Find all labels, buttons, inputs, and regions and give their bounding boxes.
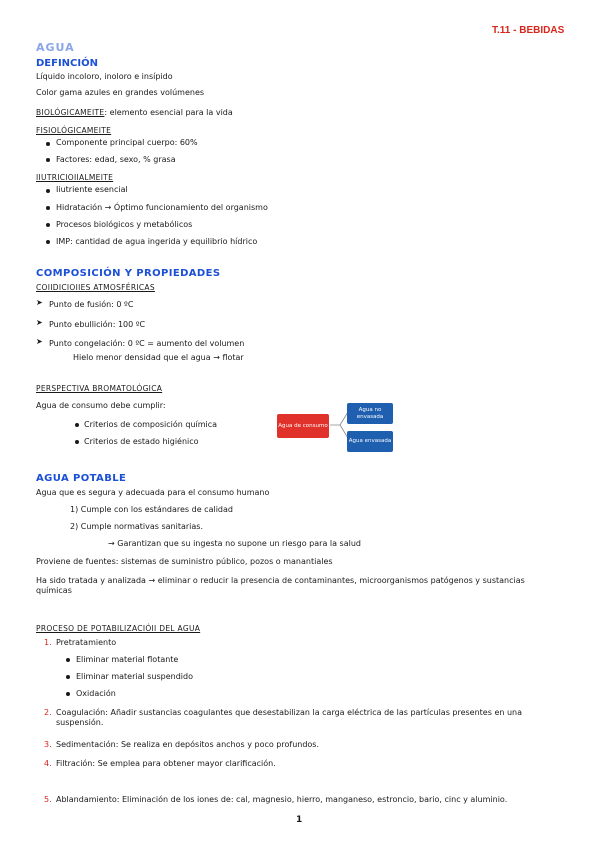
nutritional-label: IIUTRICIOIIALMEITE [36, 173, 114, 182]
potable-rule-1: 1) Cumple con los estándares de calidad [70, 505, 233, 514]
pretreatment-item-1: Eliminar material flotante [76, 655, 179, 664]
composition-heading: COMPOSICIÓN Y PROPIEDADES [36, 268, 221, 279]
bullet-icon [66, 692, 70, 696]
diagram-child-box-1: Agua no envasada [347, 403, 393, 424]
bromatologic-intro: Agua de consumo debe cumplir: [36, 401, 166, 410]
step-2-text: Coagulación: Añadir sustancias coagulantes que desestabilizan la carga eléctrica de las partículas presentes en una suspensión. [56, 708, 523, 727]
step-5-text: Ablandamiento: Eliminación de los iones de: cal, magnesio, hierro, manganeso, estroncio, bario, cinc y aluminio. [56, 795, 508, 804]
potable-treated: Ha sido tratada y analizada → eliminar o reducir la presencia de contaminantes, microorganismos patógenos y sustancias químicas [36, 576, 525, 595]
physiologic-item-2: Factores: edad, sexo, % grasa [56, 155, 176, 164]
page-number: 1 [296, 815, 303, 825]
step-3-text: Sedimentación: Se realiza en depósitos anchos y poco profundos. [56, 740, 320, 749]
physiologic-item-1: Componente principal cuerpo: 60% [56, 138, 198, 147]
bullet-icon [75, 423, 79, 427]
criteria-2: Criterios de estado higiénico [84, 437, 199, 446]
diagram-root-box: Agua de consumo [277, 414, 329, 438]
potable-heading: AGUA POTABLE [36, 473, 127, 484]
point-freezing: Punto congelación: 0 ºC = aumento del volumen [49, 339, 245, 348]
bullet-icon [46, 142, 50, 146]
bullet-icon [75, 440, 79, 444]
potable-definition: Agua que es segura y adecuada para el consumo humano [36, 488, 270, 497]
topic-header: T.11 - BEBIDAS [492, 25, 565, 36]
bullet-icon [46, 158, 50, 162]
biologic-text: : elemento esencial para la vida [104, 108, 233, 117]
step-number: 1. [44, 638, 52, 647]
definition-line-1: Líquido incoloro, inoloro e insípido [36, 72, 173, 81]
step-number: 5. [44, 795, 52, 804]
bullet-icon [46, 223, 50, 227]
conditions-label: COIIDICIOIIES ATMOSFÉRICAS [36, 283, 155, 292]
biologic-label: BIOLÓGICAMEITE [36, 108, 105, 117]
bullet-icon [46, 189, 50, 193]
bullet-icon [66, 658, 70, 662]
pretreatment-item-3: Oxidación [76, 689, 116, 698]
step-4-text: Filtración: Se emplea para obtener mayor clarificación. [56, 759, 276, 768]
diagram-child-box-2: Agua envasada [347, 431, 393, 452]
criteria-1: Criterios de composición química [84, 420, 218, 429]
arrow-bullet-icon: ➤ [36, 298, 43, 307]
potable-rule-2: 2) Cumple normativas sanitarias. [70, 522, 204, 531]
bullet-icon [46, 206, 50, 210]
step-number: 4. [44, 759, 52, 768]
arrow-bullet-icon: ➤ [36, 337, 43, 346]
arrow-bullet-icon: ➤ [36, 318, 43, 327]
nutritional-item-1: Iiutriente esencial [56, 185, 128, 194]
step-number: 3. [44, 740, 52, 749]
nutritional-item-2: Hidratación → Óptimo funcionamiento del organismo [56, 203, 268, 212]
ice-note: Hielo menor densidad que el agua → flotar [73, 353, 244, 362]
potable-guarantee: → Garantizan que su ingesta no supone un riesgo para la salud [108, 539, 361, 548]
bullet-icon [66, 675, 70, 679]
point-fusion: Punto de fusión: 0 ºC [49, 300, 134, 309]
bullet-icon [46, 240, 50, 244]
nutritional-item-3: Procesos biológicos y metabólicos [56, 220, 193, 229]
physiologic-label: FISIOLÓGICAMEITE [36, 126, 112, 135]
biologic-row [36, 108, 233, 118]
nutritional-item-4: IMP: cantidad de agua ingerida y equilibrio hídrico [56, 237, 258, 246]
definition-heading: DEFINCIÓN [36, 58, 98, 69]
step-number: 2. [44, 708, 52, 717]
definition-line-2: Color gama azules en grandes volúmenes [36, 88, 205, 97]
page-title: AGUA [36, 41, 75, 54]
potable-source: Proviene de fuentes: sistemas de suministro público, pozos o manantiales [36, 557, 333, 566]
step-1-text: Pretratamiento [56, 638, 117, 647]
point-boiling: Punto ebullición: 100 ºC [49, 320, 146, 329]
process-label: PROCESO DE POTABILIZACIÓII DEL AGUA [36, 624, 201, 633]
bromatologic-label: PERSPECTIVA BROMATOLÓGICA [36, 384, 163, 393]
pretreatment-item-2: Eliminar material suspendido [76, 672, 194, 681]
